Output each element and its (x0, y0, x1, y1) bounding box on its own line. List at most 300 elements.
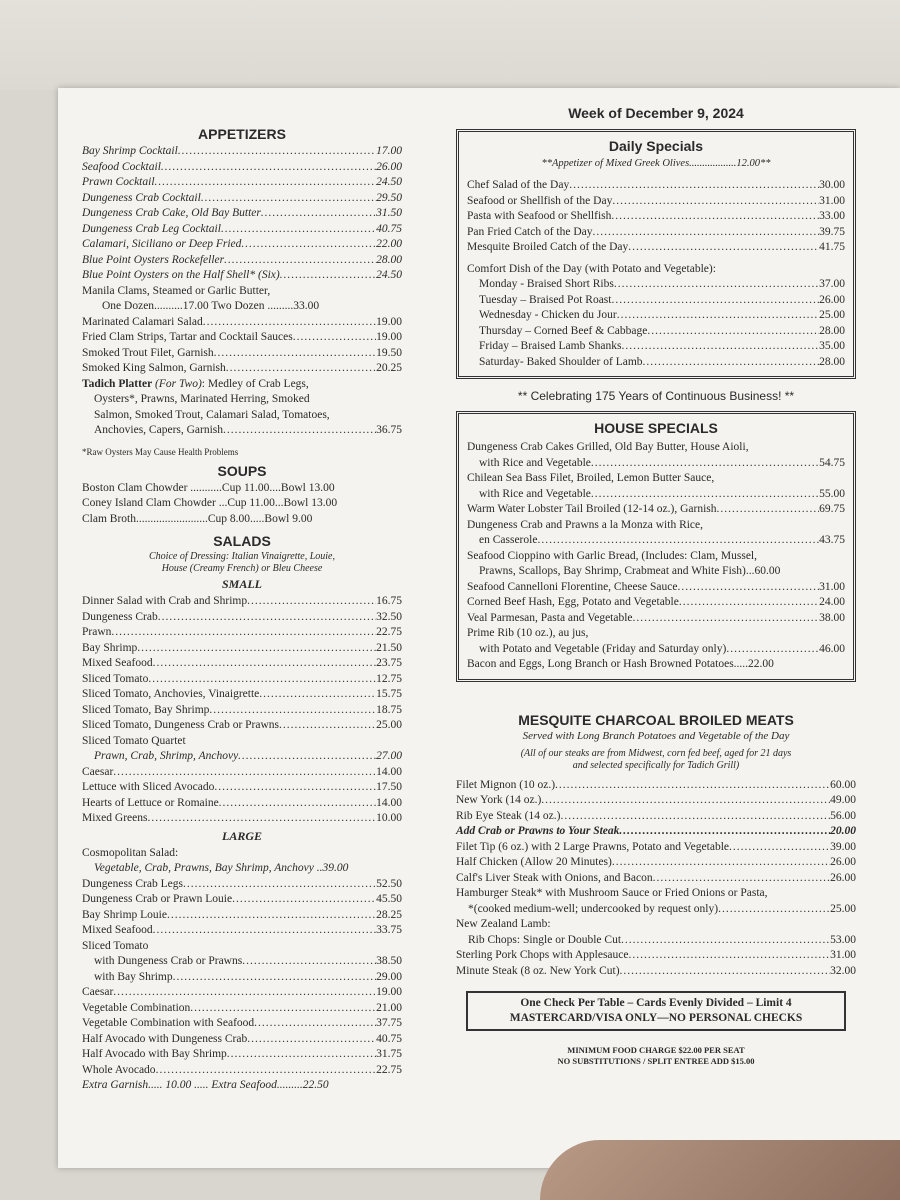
item-name: Dungeness Crab Legs (82, 877, 183, 890)
menu-item (456, 778, 856, 794)
dot-leader (628, 240, 819, 256)
item-name: Filet Tip (6 oz.) with 2 Large Prawns, Potato and Vegetable (456, 840, 729, 853)
item-price: 24.00 (819, 596, 845, 608)
dot-leader (629, 948, 831, 964)
item-name: Half Chicken (Allow 20 Minutes) (456, 856, 612, 868)
item-name: Filet Mignon (10 oz.) (456, 778, 556, 791)
tadich-platter-line1: Tadich Platter (For Two): Medley of Crab Legs, (82, 377, 309, 390)
menu-item (82, 481, 402, 497)
manila-clams-line1: Manila Clams, Steamed or Garlic Butter, (82, 284, 271, 297)
item-price: 22.75 (376, 1063, 402, 1076)
item-price: 17.00 (376, 145, 402, 157)
house-specials-list-2 (467, 580, 845, 627)
item-name: Calf's Liver Steak with Onions, and Bacon (456, 871, 653, 884)
menu-item (82, 253, 402, 269)
manila-clams-line2: One Dozen..........17.00 Two Dozen ......... 33.00 (102, 300, 320, 312)
item-name: Seafood or Shellfish of the Day (467, 194, 613, 207)
item-name: Sliced Tomato (82, 672, 149, 685)
dot-leader (167, 908, 376, 924)
rib-chops-item: Rib Chops: Single or Double Cut ..... 53.00 (456, 933, 856, 949)
soups-heading: SOUPS (217, 462, 267, 479)
menu-item (82, 1063, 402, 1079)
item-name: Thursday – Corned Beef & Cabbage (479, 324, 648, 337)
item-price: 19.00 (376, 315, 402, 328)
item-name: Mixed Seafood (82, 924, 153, 936)
menu-item (82, 268, 402, 284)
item-name: with Rice and Vegetable (479, 456, 591, 469)
soups-list (82, 481, 402, 528)
dot-leader (591, 487, 819, 503)
menu-item (82, 796, 402, 812)
item-name: Coney Island Clam Chowder ...Cup 11.00...Bowl 13.00 (82, 497, 338, 509)
lobster-tail-item: Warm Water Lobster Tail Broiled (12-14 oz.), Garnish ..... 69.75 (467, 502, 845, 518)
menu-item (82, 330, 402, 346)
steaks-note-line2: and selected specifically for Tadich Grill) (572, 759, 740, 771)
cosmo-line1: Cosmopolitan Salad: (82, 846, 179, 859)
meats-subheading: Served with Long Branch Potatoes and Vegetable of the Day (522, 729, 790, 742)
item-name: Dungeness Crab or Prawn Louie (82, 893, 233, 905)
raw-oysters-note: *Raw Oysters May Cause Health Problems (82, 446, 239, 457)
dot-leader (241, 237, 376, 253)
item-price: 55.00 (819, 487, 845, 500)
item-name: Sliced Tomato, Anchovies, Vinaigrette (82, 688, 260, 700)
item-price: 60.00 (830, 778, 856, 791)
menu-item (456, 793, 856, 809)
menu-item (82, 610, 402, 626)
item-price: 32.00 (830, 964, 856, 977)
dot-leader (729, 840, 830, 856)
dot-leader (643, 355, 820, 371)
dot-leader (226, 361, 376, 377)
item-price: 28.25 (376, 908, 402, 921)
item-price: 37.75 (376, 1017, 402, 1029)
menu-item (82, 641, 402, 657)
item-price: 18.75 (376, 703, 402, 716)
dressing-line1: Choice of Dressing: Italian Vinaigrette, Louie, (149, 551, 335, 562)
item-price: 29.50 (376, 191, 402, 204)
item-price: 52.50 (376, 877, 402, 890)
item-price: 31.50 (376, 207, 402, 219)
item-price: 31.75 (376, 1048, 402, 1060)
dot-leader (113, 985, 376, 1001)
dot-leader (614, 277, 819, 293)
menu-item (467, 611, 845, 627)
item-price: 32.50 (376, 610, 402, 623)
menu-item (82, 315, 402, 331)
item-name: Prawn Cocktail (82, 176, 155, 188)
item-price: 31.00 (830, 949, 856, 961)
item-name: Sliced Tomato, Bay Shrimp (82, 703, 210, 716)
item-price: 38.50 (376, 955, 402, 967)
dot-leader (156, 1063, 377, 1079)
item-price: 54.75 (819, 456, 845, 469)
hand-photo-edge (540, 1140, 900, 1200)
menu-item (456, 855, 856, 871)
dot-leader (647, 324, 819, 340)
item-name: with Dungeness Crab or Prawns (94, 955, 243, 967)
tadich-platter-line4: Anchovies, Capers, Garnish ..... 36.75 (82, 423, 402, 439)
item-price: 33.75 (376, 924, 402, 936)
dot-leader (677, 580, 819, 596)
item-name: Chef Salad of the Day (467, 179, 570, 191)
dot-leader (158, 610, 376, 626)
bacon-eggs-line: Bacon and Eggs, Long Branch or Hash Browned Potatoes.....22.00 (467, 658, 774, 670)
item-price: 31.00 (819, 580, 845, 593)
meats-list-3 (456, 948, 856, 979)
dot-leader (254, 1016, 376, 1032)
dot-leader (232, 892, 376, 908)
item-price: 39.00 (830, 840, 856, 853)
item-name: Whole Avocado (82, 1063, 156, 1076)
quartet-line1: Sliced Tomato Quartet (82, 734, 186, 747)
dot-leader (203, 315, 376, 331)
dot-leader (247, 1032, 376, 1048)
dot-leader (111, 625, 376, 641)
item-price: 31.00 (819, 194, 845, 207)
item-price: 28.00 (376, 253, 402, 266)
item-price: 29.00 (376, 970, 402, 983)
dot-leader (153, 923, 377, 939)
item-price: 28.00 (819, 355, 845, 368)
menu-item (82, 954, 402, 970)
dot-leader (161, 160, 376, 176)
dot-leader (214, 780, 376, 796)
item-name: Tuesday – Braised Pot Roast (479, 293, 612, 306)
dot-leader (541, 793, 830, 809)
monza-line2: en Casserole ..... 43.75 (467, 533, 845, 549)
item-name: Monday - Braised Short Ribs (479, 278, 614, 290)
check-policy-line2: MASTERCARD/VISA ONLY—NO PERSONAL CHECKS (509, 1012, 803, 1024)
menu-item (467, 324, 845, 340)
appetizers-heading: APPETIZERS (198, 126, 286, 142)
dot-leader (560, 809, 830, 825)
daily-specials-heading: Daily Specials (608, 138, 704, 154)
item-name: with Rice and Vegetable (479, 487, 591, 500)
item-name: Wednesday - Chicken du Jour (479, 309, 617, 321)
payment-policy-box (466, 991, 846, 1031)
item-price: 26.00 (376, 160, 402, 173)
item-price: 14.00 (376, 765, 402, 778)
menu-item (467, 240, 845, 256)
dot-leader (593, 225, 820, 241)
house-item-line2 (467, 487, 845, 503)
item-name: Lettuce with Sliced Avocado (82, 781, 215, 793)
menu-item (82, 160, 402, 176)
check-policy-line1: One Check Per Table – Cards Evenly Divided – Limit 4 (520, 997, 792, 1009)
quartet-line2: Prawn, Crab, Shrimp, Anchovy ..... 27.00 (82, 749, 402, 765)
cioppino-line2: Prawns, Scallops, Bay Shrimp, Crabmeat and White Fish)...60.00 (479, 565, 781, 577)
prime-rib-line2: with Potato and Vegetable (Friday and Saturday only) ..... 46.00 (467, 642, 845, 658)
menu-item (82, 237, 402, 253)
dot-leader (653, 871, 831, 887)
dot-leader (617, 308, 819, 324)
item-price: 26.00 (830, 856, 856, 868)
item-name: Pasta with Seafood or Shellfish (467, 210, 612, 222)
dot-leader (173, 970, 377, 986)
item-price: 10.00 (376, 812, 402, 824)
item-price: 26.00 (830, 871, 856, 884)
item-name: Dungeness Crab Cake, Old Bay Butter (82, 207, 261, 219)
dot-leader (612, 855, 830, 871)
item-name: Sliced Tomato, Dungeness Crab or Prawns (82, 719, 280, 731)
item-name: Half Avocado with Bay Shrimp (82, 1048, 227, 1060)
menu-item (456, 809, 856, 825)
menu-item (82, 512, 402, 528)
dot-leader (633, 611, 820, 627)
dot-leader (155, 175, 377, 191)
item-price: 37.00 (819, 278, 845, 290)
menu-item (82, 765, 402, 781)
celebrating-banner: ** Celebrating 175 Years of Continuous Business! ** (517, 389, 795, 403)
monza-line1: Dungeness Crab and Prawns a la Monza with Rice, (467, 518, 704, 531)
menu-item (82, 346, 402, 362)
dot-leader (214, 346, 376, 362)
item-price: 23.75 (376, 657, 402, 669)
item-price: 25.00 (819, 309, 845, 321)
week-of-heading: Week of December 9, 2024 (568, 105, 744, 121)
new-zealand-lamb-line: New Zealand Lamb: (456, 918, 551, 930)
item-name: Clam Broth.........................Cup 8.00.....Bowl 9.00 (82, 512, 313, 525)
house-item-line1: Dungeness Crab Cakes Grilled, Old Bay Butter, House Aioli, (467, 441, 749, 453)
item-name: Caesar (82, 765, 114, 778)
menu-item (456, 964, 856, 980)
menu-item (82, 811, 402, 827)
menu-item (82, 206, 402, 222)
item-name: Vegetable Combination (82, 1001, 191, 1014)
menu-item (82, 361, 402, 377)
item-price: 22.75 (376, 626, 402, 638)
item-price: 22.00 (376, 238, 402, 250)
item-name: Mixed Greens (82, 812, 148, 824)
dot-leader (201, 191, 376, 207)
item-price: 49.00 (830, 794, 856, 806)
menu-item (467, 580, 845, 596)
item-name: Rib Eye Steak (14 oz.) (456, 809, 561, 822)
item-name: Hearts of Lettuce or Romaine (82, 796, 219, 809)
item-price: 56.00 (830, 809, 856, 822)
item-name: Bay Shrimp Cocktail (82, 145, 178, 157)
dot-leader (620, 964, 831, 980)
item-name: Blue Point Oysters Rockefeller (82, 253, 225, 266)
menu-item (82, 877, 402, 893)
item-price: 24.50 (376, 269, 402, 281)
item-price: 24.50 (376, 176, 402, 188)
menu-item (82, 191, 402, 207)
menu-item (82, 144, 402, 160)
item-price: 21.00 (376, 1001, 402, 1014)
menu-item (82, 222, 402, 238)
item-price: 28.00 (819, 324, 845, 337)
dot-leader (153, 656, 377, 672)
salads-heading: SALADS (213, 533, 271, 549)
extra-garnish-line: Extra Garnish..... 10.00 ..... Extra Seafood.........22.50 (82, 1079, 329, 1091)
item-price: 19.00 (376, 986, 402, 998)
steaks-note-line1: (All of our steaks are from Midwest, corn fed beef, aged for 21 days (520, 747, 792, 759)
house-specials-list (467, 440, 845, 502)
comfort-dish-list (467, 277, 845, 370)
dot-leader (679, 595, 819, 611)
item-price: 21.50 (376, 641, 402, 654)
item-name: Boston Clam Chowder ...........Cup 11.00....Bowl 13.00 (82, 481, 335, 494)
item-price: 19.50 (376, 346, 402, 359)
item-price: 16.75 (376, 595, 402, 607)
substitutions-note: NO SUBSTITUTIONS / SPLIT ENTREE ADD $15.00 (557, 1056, 755, 1066)
comfort-dish-heading: Comfort Dish of the Day (with Potato and Vegetable): (467, 262, 716, 275)
item-name: Pan Fried Catch of the Day (467, 225, 593, 238)
item-price: 15.75 (376, 688, 402, 700)
item-price: 14.00 (376, 796, 402, 809)
menu-item (82, 985, 402, 1001)
left-column (82, 120, 402, 1094)
dot-leader (612, 194, 819, 210)
dot-leader (148, 672, 376, 688)
menu-item (82, 496, 402, 512)
item-price: 30.00 (819, 179, 845, 191)
dot-leader (247, 594, 376, 610)
item-name: Mixed Seafood (82, 657, 153, 669)
dot-leader (209, 703, 376, 719)
menu-item (82, 687, 402, 703)
daily-specials-list (467, 178, 845, 256)
menu-item (82, 672, 402, 688)
item-name: Dungeness Crab (82, 610, 158, 623)
hamburger-line2: *(cooked medium-well; undercooked by request only) ..... 25.00 (456, 902, 856, 918)
meats-heading: MESQUITE CHARCOAL BROILED MEATS (518, 711, 794, 728)
tadich-platter-line2: Oysters*, Prawns, Marinated Herring, Smoked (94, 393, 310, 405)
item-name: Sterling Pork Chops with Applesauce (456, 949, 629, 961)
dot-leader (183, 877, 376, 893)
dot-leader (147, 811, 376, 827)
dot-leader (611, 293, 819, 309)
item-name: Half Avocado with Dungeness Crab (82, 1032, 248, 1045)
menu-item (82, 1047, 402, 1063)
menu-item (82, 908, 402, 924)
menu-item (82, 1001, 402, 1017)
dressing-line2: House (Creamy French) or Bleu Cheese (161, 563, 323, 574)
dot-leader (227, 1047, 376, 1063)
menu-item (456, 948, 856, 964)
item-price: 19.00 (376, 331, 402, 343)
menu-item (456, 871, 856, 887)
menu-item (82, 1016, 402, 1032)
daily-specials-box (456, 129, 856, 379)
menu-item (82, 1032, 402, 1048)
item-name: Smoked King Salmon, Garnish (82, 362, 226, 374)
menu-item (467, 277, 845, 293)
menu-item (467, 225, 845, 241)
menu-item (82, 892, 402, 908)
menu-item (82, 718, 402, 734)
menu-item (82, 656, 402, 672)
dot-leader (137, 641, 376, 657)
item-name: New York (14 oz.) (456, 794, 542, 806)
item-name: Bay Shrimp (82, 641, 138, 654)
item-name: with Bay Shrimp (94, 970, 173, 983)
menu-item (467, 194, 845, 210)
item-name: Seafood Cannelloni Florentine, Cheese Sauce (467, 580, 678, 593)
item-name: Minute Steak (8 oz. New York Cut) (456, 964, 620, 977)
cioppino-line1: Seafood Cioppino with Garlic Bread, (Includes: Clam, Mussel, (467, 549, 758, 562)
dot-leader (555, 778, 830, 794)
small-salads-list-2 (82, 765, 402, 827)
menu-item (82, 923, 402, 939)
cosmo-line2: Vegetable, Crab, Prawns, Bay Shrimp, Anchovy .. 39.00 (94, 862, 349, 874)
item-price: 25.00 (376, 719, 402, 731)
dot-leader (224, 253, 376, 269)
dot-leader (279, 718, 376, 734)
wall-background (0, 0, 900, 90)
sliced-tomato-list (82, 954, 402, 985)
item-name: Prawn (82, 626, 112, 638)
item-name: Dungeness Crab Cocktail (82, 191, 201, 204)
dot-leader (178, 144, 376, 160)
menu-item (82, 625, 402, 641)
dot-leader (221, 222, 376, 238)
item-name: Marinated Calamari Salad (82, 315, 203, 328)
menu-item (467, 293, 845, 309)
item-price: 41.75 (819, 241, 845, 253)
item-price: 40.75 (376, 1032, 402, 1045)
dot-leader (219, 796, 376, 812)
item-name: Calamari, Siciliano or Deep Fried (82, 238, 242, 250)
olives-line: **Appetizer of Mixed Greek Olives..................12.00** (541, 158, 771, 169)
item-name: Seafood Cocktail (82, 160, 161, 173)
hamburger-line1: Hamburger Steak* with Mushroom Sauce or Fried Onions or Pasta, (456, 887, 768, 899)
item-name: Dinner Salad with Crab and Shrimp (82, 595, 248, 607)
right-column (456, 105, 856, 1067)
item-name: Blue Point Oysters on the Half Shell* (Six) (82, 269, 280, 281)
item-price: 40.75 (376, 222, 402, 235)
small-salads-list (82, 594, 402, 734)
sliced-tomato-line: Sliced Tomato (82, 939, 149, 952)
menu-item (467, 209, 845, 225)
house-item-line2 (467, 456, 845, 472)
item-price: 35.00 (819, 340, 845, 352)
minimum-charge-note: MINIMUM FOOD CHARGE $22.00 PER SEAT (567, 1045, 745, 1055)
appetizers-list (82, 144, 402, 284)
large-heading: LARGE (221, 828, 262, 843)
item-name: Saturday- Baked Shoulder of Lamb (479, 355, 643, 368)
menu-item (82, 594, 402, 610)
meats-list (456, 778, 856, 825)
dot-leader (569, 178, 819, 194)
item-name: Vegetable Combination with Seafood (82, 1017, 255, 1029)
tadich-platter-line3: Salmon, Smoked Trout, Calamari Salad, Tomatoes, (94, 408, 330, 421)
item-name: Veal Parmesan, Pasta and Vegetable (467, 611, 633, 624)
menu-item (467, 308, 845, 324)
dot-leader (259, 687, 376, 703)
item-name: Bay Shrimp Louie (82, 908, 167, 921)
dot-leader (190, 1001, 376, 1017)
menu-item (82, 175, 402, 191)
appetizers-list-2 (82, 315, 402, 377)
item-price: 38.00 (819, 611, 845, 624)
item-name: Corned Beef Hash, Egg, Potato and Vegetable (467, 596, 679, 608)
item-price: 26.00 (819, 293, 845, 306)
prime-rib-line1: Prime Rib (10 oz.), au jus, (467, 627, 589, 639)
dot-leader (280, 268, 376, 284)
dot-leader (113, 765, 376, 781)
item-name: Friday – Braised Lamb Shanks (479, 340, 622, 352)
item-name: Mesquite Broiled Catch of the Day (467, 241, 629, 253)
dot-leader (242, 954, 376, 970)
dot-leader (611, 209, 819, 225)
menu-item (82, 703, 402, 719)
dot-leader (261, 206, 376, 222)
dot-leader (293, 330, 376, 346)
menu-item (467, 355, 845, 371)
menu-item (467, 178, 845, 194)
